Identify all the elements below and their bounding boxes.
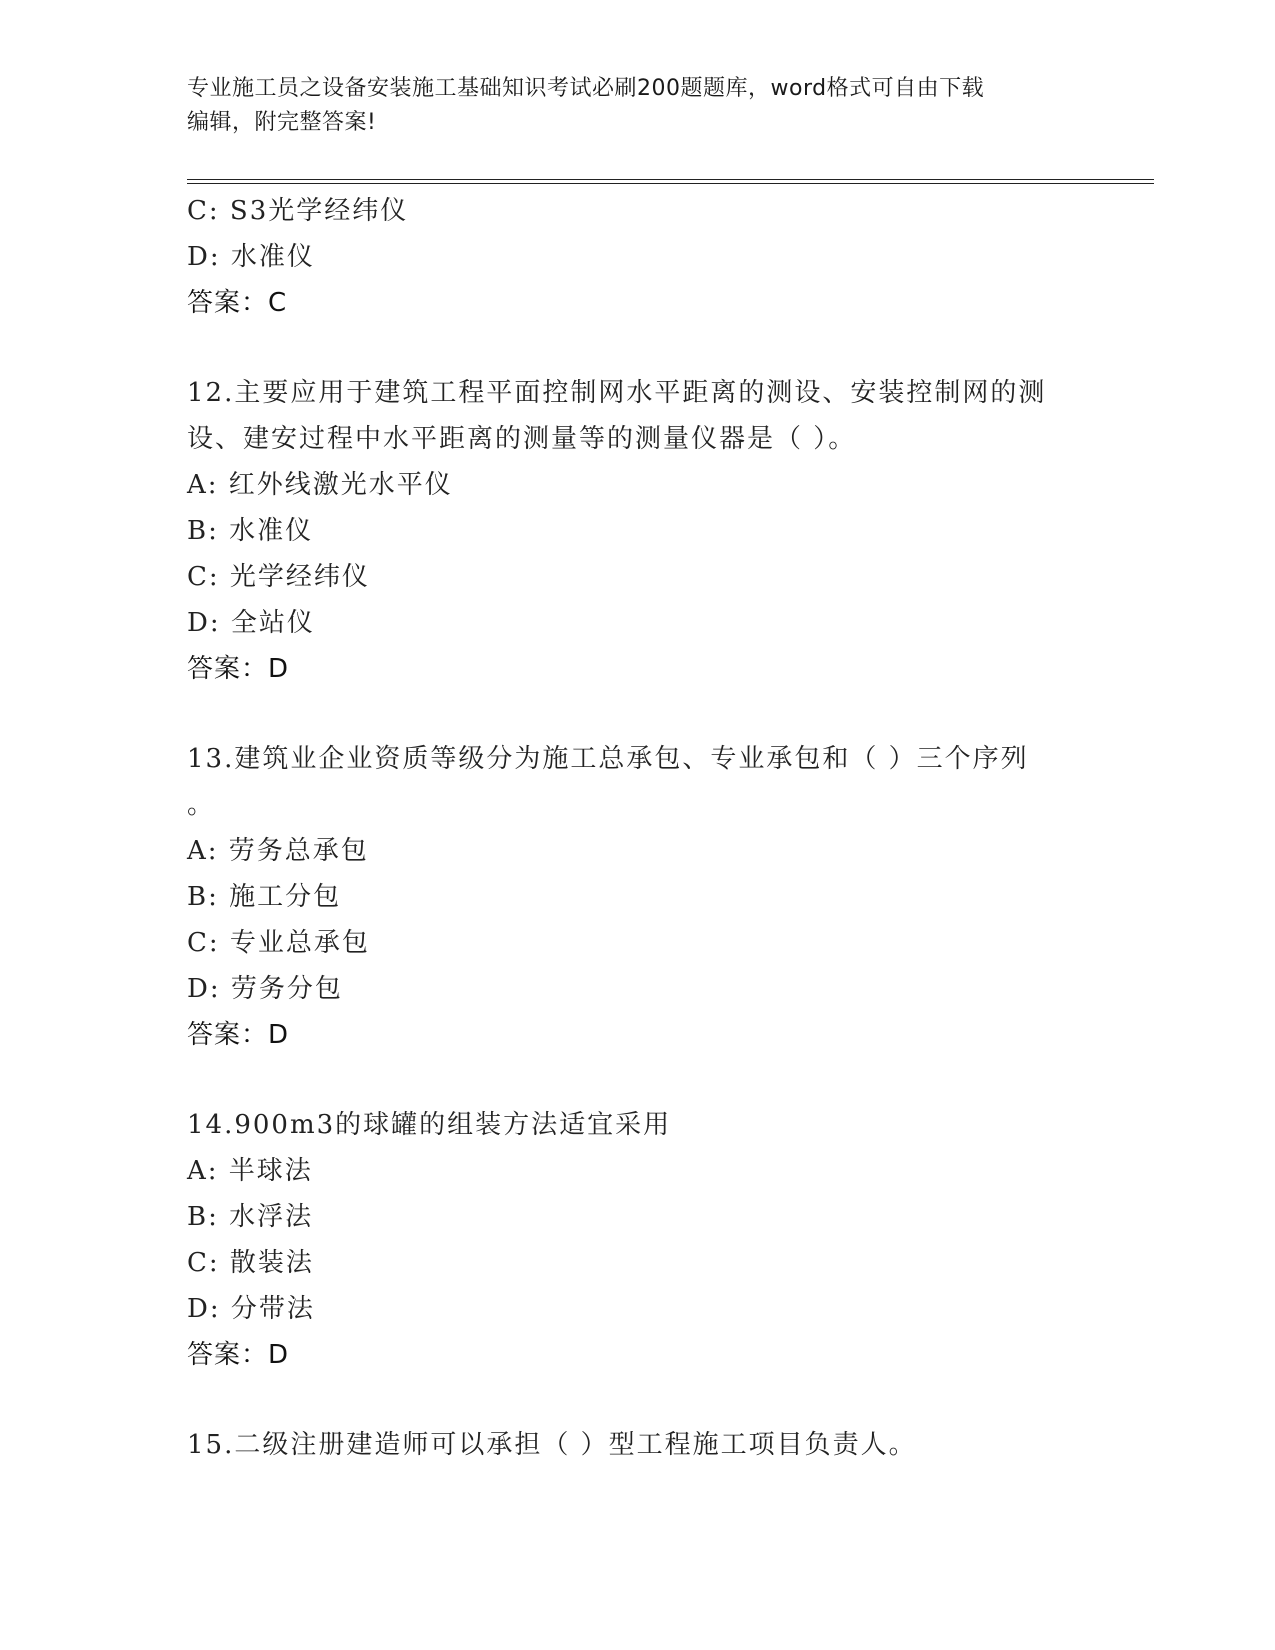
question-content [187, 188, 1087, 1468]
answer-line: 答案：D [187, 654, 290, 684]
question-15 [187, 1422, 1087, 1468]
question-text-line-1: 14.900m3的球罐的组装方法适宜采用 [187, 1110, 672, 1140]
header-divider-bottom [187, 183, 1154, 184]
option-c: C: 专业总承包 [187, 928, 370, 958]
option-c: C: 光学经纬仪 [187, 562, 370, 592]
question-text-line-2: 。 [187, 790, 216, 820]
question-13 [187, 736, 1087, 1058]
option-c: C: S3光学经纬仪 [187, 196, 409, 226]
option-a: A: 半球法 [187, 1156, 313, 1186]
answer-line: 答案：D [187, 1020, 290, 1050]
option-d: D: 全站仪 [187, 608, 315, 638]
header-title-line-2: 编辑，附完整答案! [187, 110, 377, 135]
page-header [187, 72, 1067, 140]
option-b: B: 水准仪 [187, 516, 314, 546]
option-c: C: 散装法 [187, 1248, 314, 1278]
question-text-line-2: 设、建安过程中水平距离的测量等的测量仪器是（ ）。 [187, 424, 857, 454]
answer-line: 答案：C [187, 288, 288, 318]
option-a: A: 劳务总承包 [187, 836, 369, 866]
question-text-line-1: 13.建筑业企业资质等级分为施工总承包、专业承包和（ ）三个序列 [187, 744, 1029, 774]
option-d: D: 分带法 [187, 1294, 315, 1324]
option-b: B: 水浮法 [187, 1202, 314, 1232]
header-divider-top [187, 179, 1154, 180]
option-d: D: 水准仪 [187, 242, 315, 272]
option-b: B: 施工分包 [187, 882, 342, 912]
question-text-line-1: 15.二级注册建造师可以承担（ ）型工程施工项目负责人。 [187, 1430, 917, 1460]
question-11-continued [187, 188, 1087, 326]
question-12 [187, 370, 1087, 692]
option-a: A: 红外线激光水平仪 [187, 470, 453, 500]
header-title-line-1: 专业施工员之设备安装施工基础知识考试必刷200题题库，word格式可自由下载 [187, 76, 985, 101]
option-d: D: 劳务分包 [187, 974, 343, 1004]
question-14 [187, 1102, 1087, 1378]
answer-line: 答案：D [187, 1340, 290, 1370]
question-text-line-1: 12.主要应用于建筑工程平面控制网水平距离的测设、安装控制网的测 [187, 378, 1047, 408]
